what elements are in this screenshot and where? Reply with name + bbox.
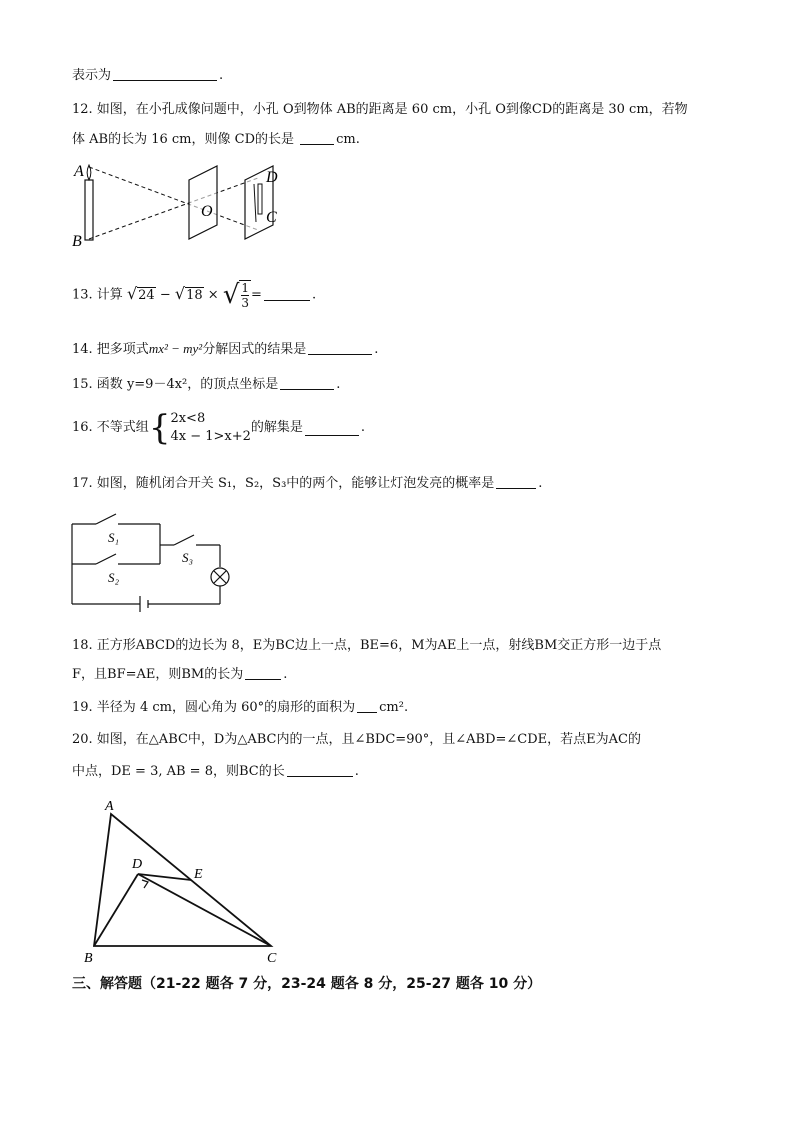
q16: 16. 不等式组{ 2x<8 4x − 1>x+2 的解集是 . [72, 408, 366, 448]
label-B: B [84, 951, 93, 966]
q18-line2: F，且BF=AE，则BM的长为 . [72, 667, 288, 682]
answer-blank [496, 474, 536, 489]
answer-blank [287, 762, 353, 777]
answer-blank [245, 665, 281, 680]
q11-tail: 表示为 . [72, 68, 224, 83]
inverted-image [258, 184, 262, 214]
sqrt-fraction: √ $\frac{1}{3}$ [222, 280, 250, 310]
answer-blank [357, 698, 377, 713]
switch-s1 [96, 514, 116, 524]
q13: 13. 计算 √24 − √18 × √ $\frac{1}{3}$ = . [72, 280, 317, 310]
label-D: D [132, 857, 143, 872]
q15: 15. 函数 y=9－4x²，的顶点坐标是 . [72, 377, 341, 392]
label-A: A [74, 163, 84, 180]
answer-blank [300, 130, 334, 145]
triangle-abc [94, 814, 271, 946]
circuit-figure [68, 512, 238, 612]
label-O: O [201, 203, 213, 220]
sqrt-24: √24 [126, 283, 155, 303]
answer-blank [280, 375, 334, 390]
label-s2: S₂ [108, 570, 120, 585]
q14: 14. 把多项式mx² − my²分解因式的结果是 . [72, 341, 379, 357]
label-E: E [194, 867, 203, 882]
label-C: C [266, 209, 277, 226]
label-s1: S₁ [108, 530, 120, 545]
pinhole-figure [70, 160, 290, 250]
switch-s2 [96, 554, 116, 564]
q20-line2: 中点，DE = 3, AB = 8，则BC的长 . [72, 764, 359, 779]
q17: 17. 如图，随机闭合开关 S₁，S₂，S₃中的两个，能够让灯泡发亮的概率是 . [72, 476, 543, 491]
sqrt-18: √18 [174, 283, 203, 303]
answer-blank [308, 340, 372, 355]
q11-text: 表示为 [72, 68, 112, 83]
label-B: B [72, 233, 82, 250]
answer-blank [113, 66, 217, 81]
inequality-system: { 2x<8 4x − 1>x+2 [148, 408, 251, 448]
q19: 19. 半径为 4 cm，圆心角为 60°的扇形的面积为 cm². [72, 700, 409, 715]
answer-blank [264, 286, 310, 301]
q20-line1: 20. 如图，在△ABC中，D为△ABC内的一点，且∠BDC=90°，且∠ABD=∠CDE，若点E为AC的 [72, 732, 641, 747]
label-A: A [105, 799, 114, 814]
label-D: D [266, 169, 278, 186]
q12-line1: 12. 如图，在小孔成像问题中，小孔 O到物体 AB的距离是 60 cm，小孔 O到像CD的距离是 30 cm，若物 [72, 102, 688, 117]
label-s3: S₃ [182, 550, 194, 565]
q12-line2: 体 AB的长为 16 cm，则像 CD的长是 cm. [72, 132, 360, 147]
candle-body [85, 180, 93, 240]
label-C: C [267, 951, 277, 966]
switch-s3 [174, 535, 194, 545]
answer-blank [305, 421, 359, 436]
triangle-figure [78, 796, 288, 966]
polynomial: mx² − my² [148, 341, 203, 356]
section-heading: 三、解答题（21-22 题各 7 分，23-24 题各 8 分，25-27 题各 10 分） [72, 976, 542, 992]
q18-line1: 18. 正方形ABCD的边长为 8，E为BC边上一点，BE=6，M为AE上一点，射线BM交正方形一边于点 [72, 638, 662, 653]
